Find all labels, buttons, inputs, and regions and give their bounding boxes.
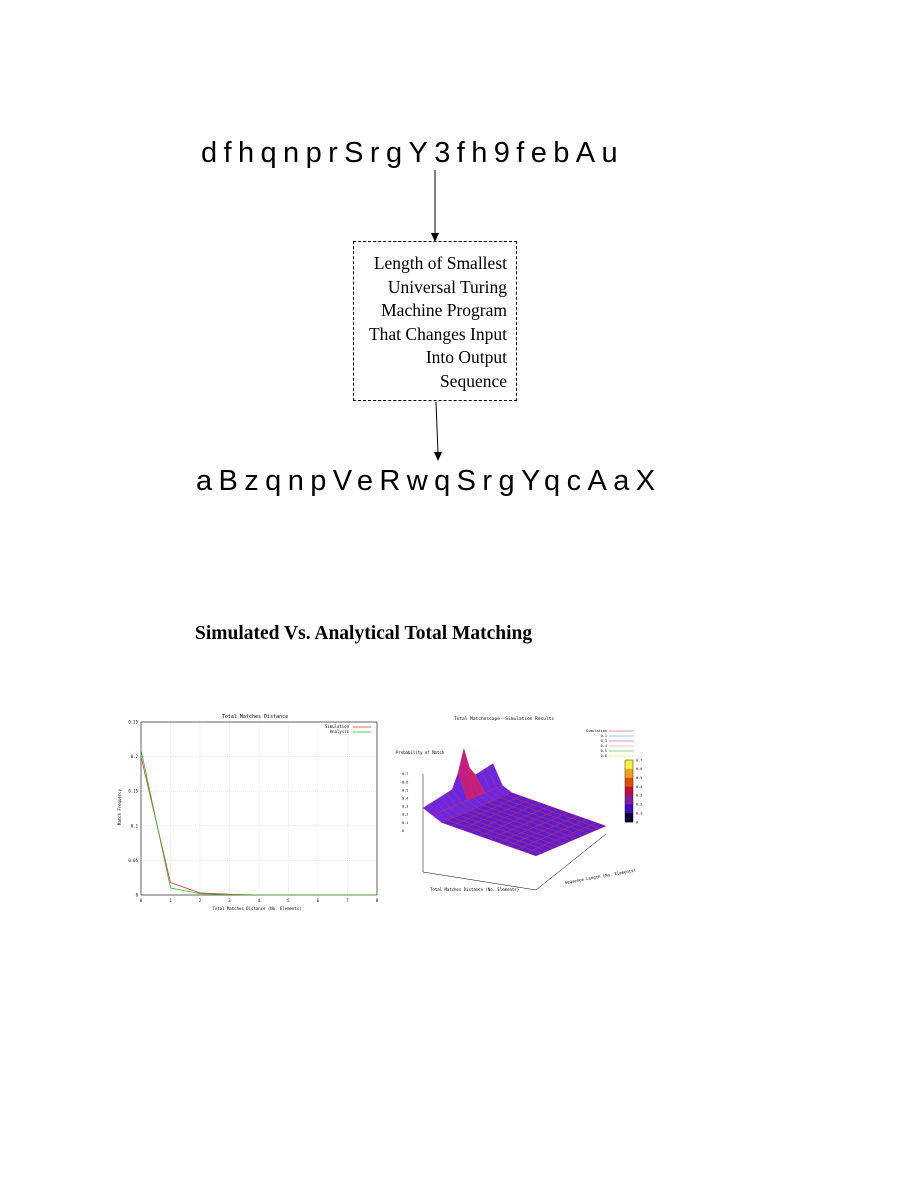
process-line: Universal Turing xyxy=(387,276,507,297)
z-tick-label: 0 xyxy=(402,828,405,833)
process-line: Sequence xyxy=(439,370,507,391)
matchescape-surface-chart xyxy=(394,712,644,907)
colorbar-tick-label: 0.6 xyxy=(636,767,643,772)
legend xyxy=(325,724,371,734)
colorbar-tick-label: 0.4 xyxy=(636,784,643,789)
y-tick-label: 0.2 xyxy=(130,754,138,760)
grid xyxy=(141,722,377,895)
colorbar xyxy=(625,758,642,824)
x-tick-label: 4 xyxy=(257,898,261,903)
legend xyxy=(586,729,634,758)
colorbar-segment xyxy=(625,804,633,813)
colorbar-segment xyxy=(625,778,633,787)
colorbar-segment xyxy=(625,813,633,822)
total-matches-line-chart xyxy=(113,712,383,912)
legend-label: 0.5 xyxy=(600,749,607,753)
colorbar-segment xyxy=(625,787,633,796)
process-line: Machine Program xyxy=(381,300,507,320)
y-axis-label: Sequence Length (No. Elements) xyxy=(564,867,637,885)
colorbar-tick-label: 0.1 xyxy=(636,811,643,816)
z-tick-label: 0.1 xyxy=(402,820,409,825)
x-tick-label: 5 xyxy=(287,898,290,903)
output-sequence: aBzqnpVeRwqSrgYqcAaX xyxy=(196,465,662,497)
process-line: Length of Smallest xyxy=(373,253,507,273)
x-tick-label: 7 xyxy=(346,898,349,903)
legend-label: 0.4 xyxy=(600,744,607,748)
z-tick-label: 0.6 xyxy=(402,780,409,785)
x-axis-label: Total Matches Distance (No. Elements) xyxy=(430,887,520,892)
z-tick-label: 0.4 xyxy=(402,796,409,801)
chart-title: Total Matches Distance xyxy=(221,714,289,720)
process-line: Into Output xyxy=(425,347,507,367)
colorbar-tick-label: 0.5 xyxy=(636,776,643,781)
y-tick-label: 0.25 xyxy=(128,719,138,725)
z-tick-label: 0.3 xyxy=(402,804,409,809)
legend-label: 0.1 xyxy=(600,734,607,738)
process-description xyxy=(369,252,507,393)
chart-title: Total Matchescape--Simulation Results xyxy=(453,717,555,722)
ticks xyxy=(128,720,378,904)
x-tick-label: 8 xyxy=(375,898,379,903)
colorbar-tick-label: 0.7 xyxy=(636,758,643,763)
legend-label: Analysis xyxy=(329,729,349,734)
x-tick-label: 6 xyxy=(316,898,320,903)
z-ticks xyxy=(402,772,408,833)
legend-label: Simulation xyxy=(324,724,349,729)
colorbar-tick-label: 0.2 xyxy=(636,802,643,807)
colorbar-tick-label: 0 xyxy=(636,820,639,825)
y-tick-label: 0.1 xyxy=(130,823,138,829)
colorbar-segment xyxy=(625,795,633,804)
x-tick-label: 1 xyxy=(169,898,172,903)
section-title: Simulated Vs. Analytical Total Matching xyxy=(195,623,533,644)
legend-label: 0.3 xyxy=(600,739,607,743)
z-tick-label: 0.2 xyxy=(402,812,409,817)
input-sequence: dfhqnprSrgY3fh9febAu xyxy=(201,137,625,169)
x-tick-label: 0 xyxy=(139,898,143,903)
colorbar-segment xyxy=(625,760,633,769)
z-tick-label: 0.7 xyxy=(402,772,409,777)
x-tick-label: 2 xyxy=(198,898,202,903)
y-tick-label: 0.15 xyxy=(128,788,138,794)
x-tick-label: 3 xyxy=(228,898,231,903)
z-axis-label: Probability of Match xyxy=(396,750,445,755)
legend-label: 0.6 xyxy=(600,754,607,758)
colorbar-segment xyxy=(625,769,633,778)
colorbar-tick-label: 0.3 xyxy=(636,793,643,798)
y-tick-label: 0.05 xyxy=(128,857,138,863)
process-line: That Changes Input xyxy=(368,323,507,344)
turing-process-box xyxy=(353,241,517,401)
legend-label: Simulation xyxy=(585,729,607,733)
surface xyxy=(423,749,606,857)
z-tick-label: 0.5 xyxy=(402,788,409,793)
y-tick-label: 0 xyxy=(135,892,138,898)
y-axis-label: Match Frequency xyxy=(117,788,122,826)
x-axis-label: Total Matches Distance (No. Elements) xyxy=(212,906,302,911)
arrow-head-down-icon xyxy=(434,452,442,461)
